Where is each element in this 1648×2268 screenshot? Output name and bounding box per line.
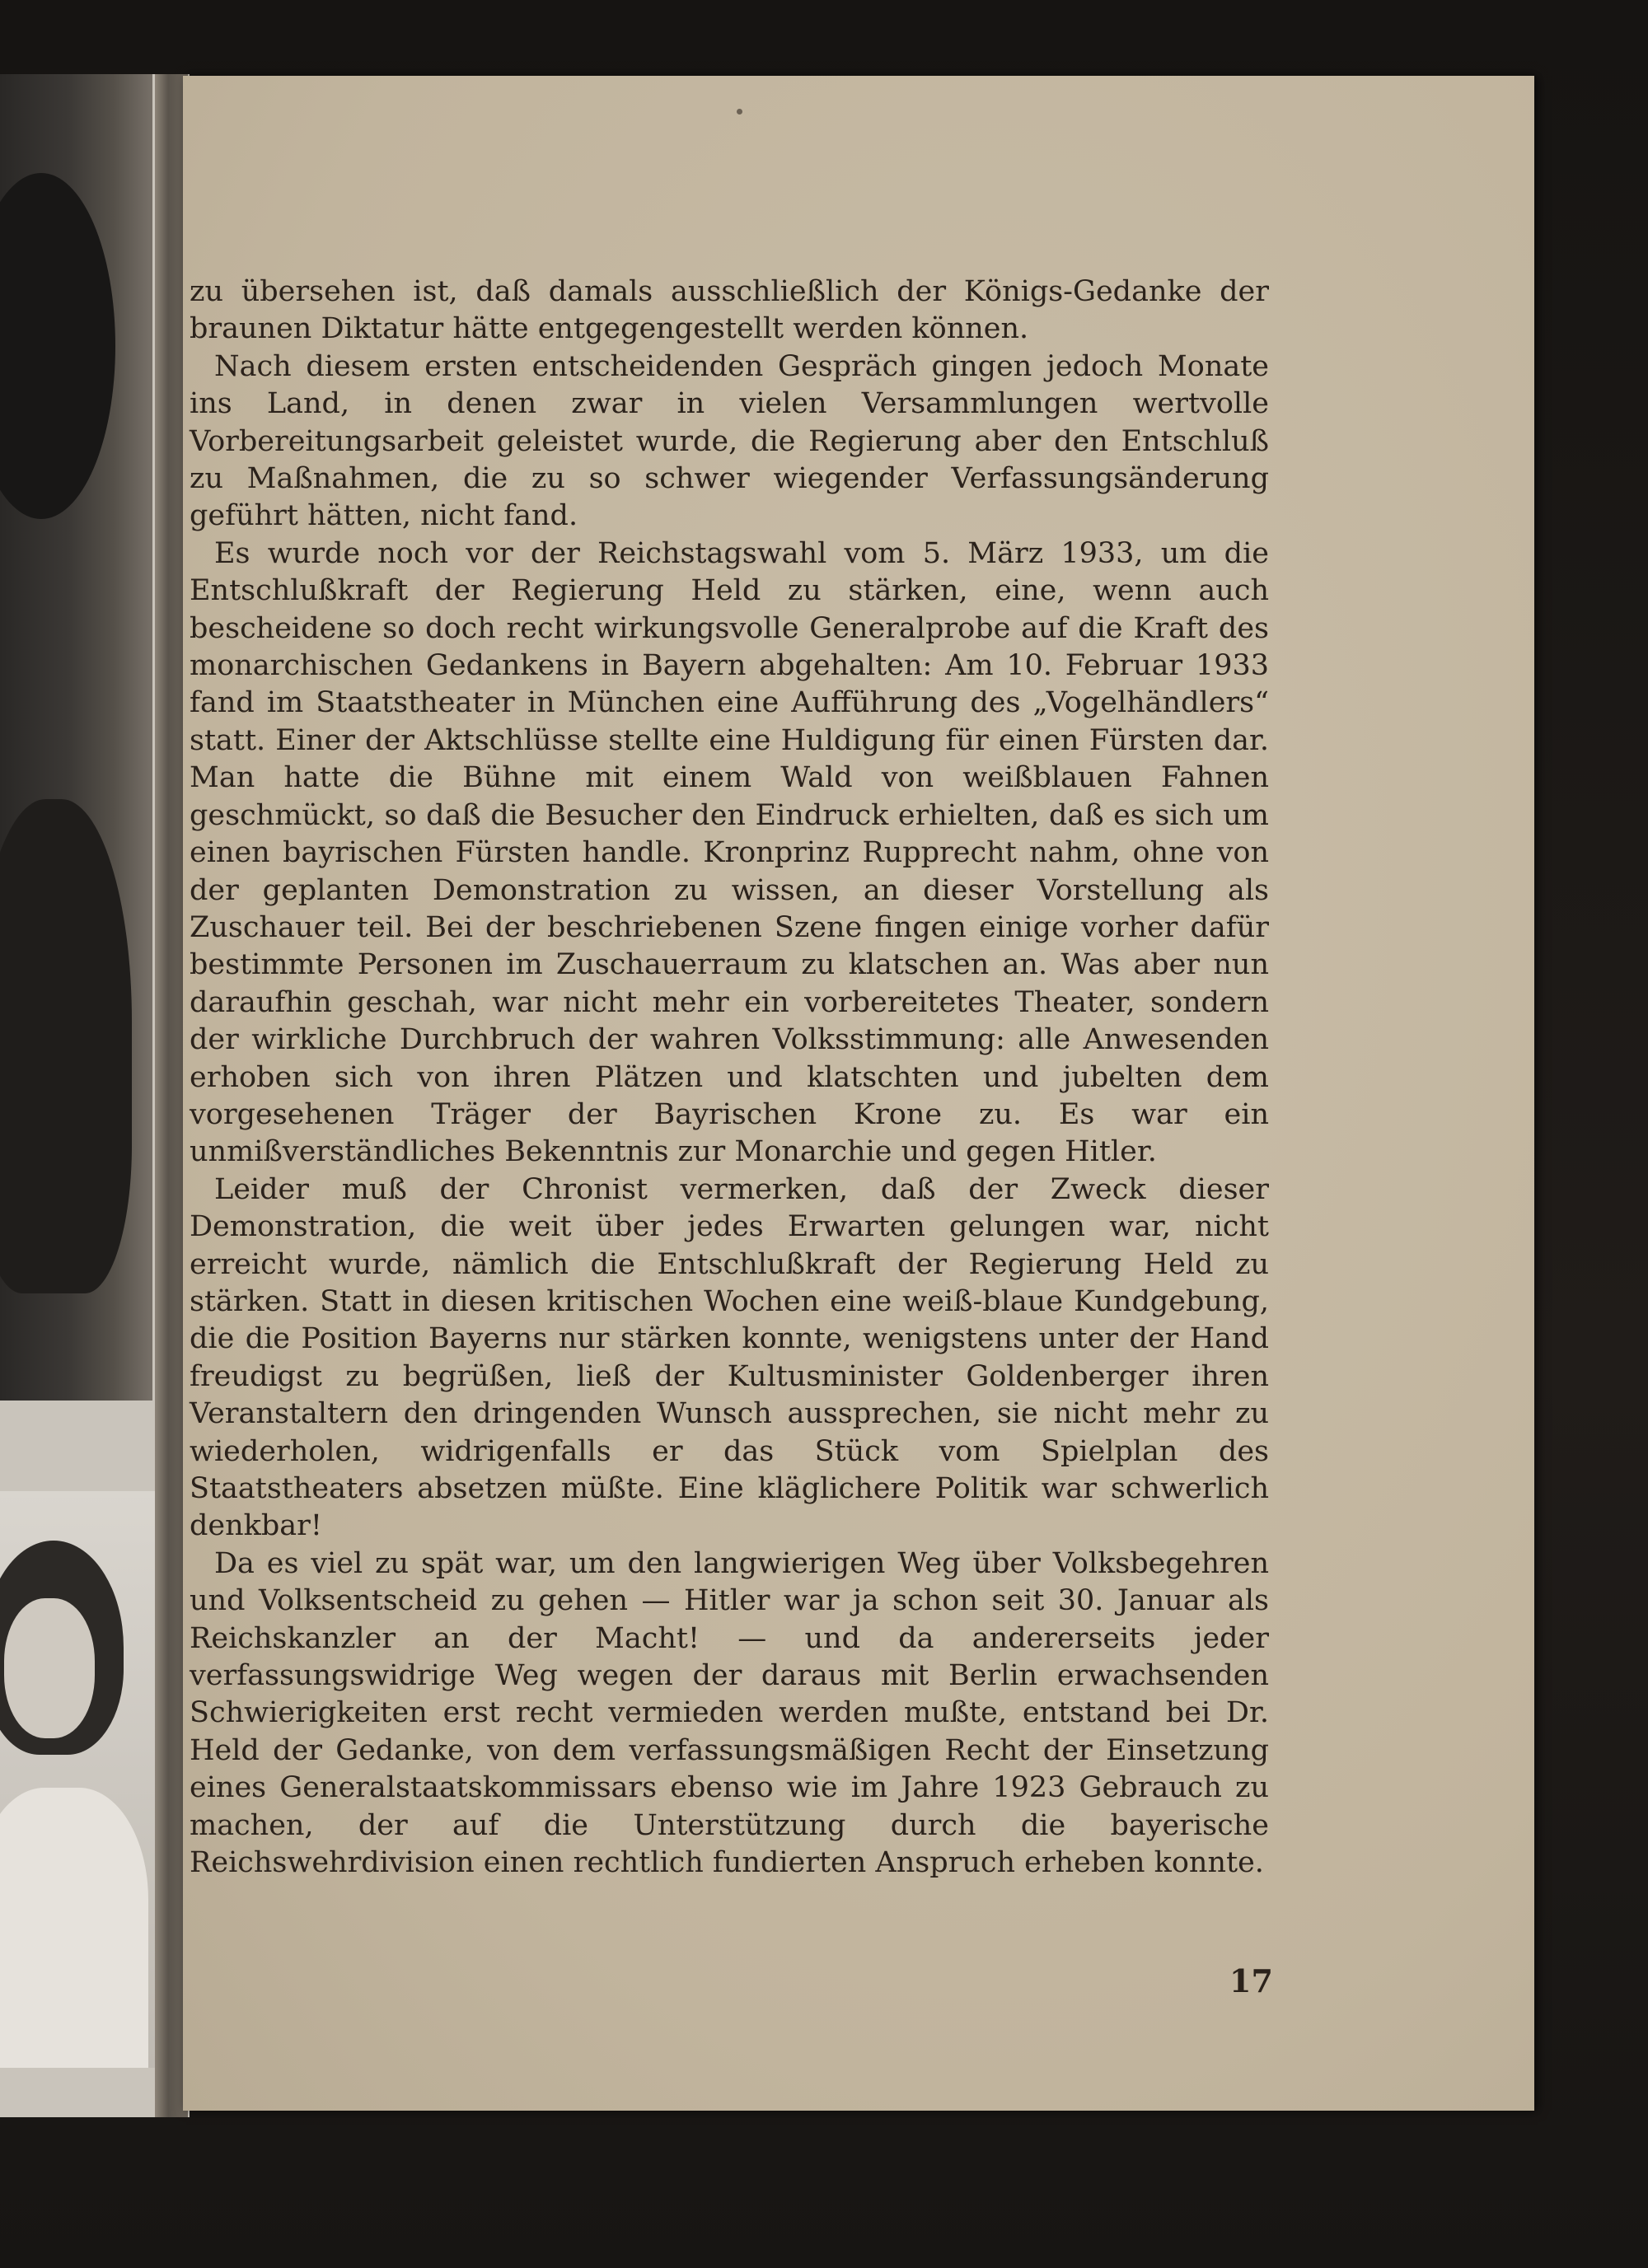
book-page <box>183 76 1534 2111</box>
facing-photo-top <box>0 74 152 1401</box>
paper-speck <box>737 109 742 115</box>
paragraph-5: Da es viel zu spät war, um den langwierigen Weg über Volksbegehren und Volksentscheid zu gehen — Hitler war ja schon seit 30. Januar als Reichskanzler an der Macht! — und da andererseits jeder verfassungswidrige Weg wegen der daraus mit Berlin erwachsenden Schwierigkeiten erst recht vermieden werden mußte, entstand bei Dr. Held der Gedanke, von dem verfassungsmäßigen Recht der Einsetzung eines Generalstaatskommissars ebenso wie im Jahre 1923 Gebrauch zu machen, der auf die Unterstützung durch die bayerische Reichswehrdivision einen rechtlich fundierten Anspruch erheben konnte. <box>190 1546 1269 1880</box>
portrait-face <box>4 1598 95 1738</box>
paragraph-4: Leider muß der Chronist vermerken, daß der Zweck dieser Demonstration, die weit über jedes Erwarten gelungen war, nicht erreicht wurde, nämlich die Entschlußkraft der Regierung Held zu stärken. Statt in diesen kritischen Wochen eine weiß-blaue Kundgebung, die die Position Bayerns nur stärken konnte, wenigstens unter der Hand freudigst zu begrüßen, ließ der Kultusminister Goldenberger ihren Veranstaltern den dringenden Wunsch aussprechen, sie nicht mehr zu wiederholen, widrigenfalls er das Stück vom Spielplan des Staatstheaters absetzen müßte. Eine kläglichere Politik war schwerlich denkbar! <box>190 1172 1269 1543</box>
paragraph-1: zu übersehen ist, daß damals ausschließlich der Königs-Gedanke der braunen Diktatur hätte entgegengestellt werden können. <box>190 275 1269 346</box>
page-number: 17 <box>1229 1962 1273 1999</box>
photo-figure-shape <box>0 799 132 1293</box>
page-body-text <box>190 274 1269 1882</box>
photo-shadow-shape <box>0 173 115 519</box>
paragraph-3: Es wurde noch vor der Reichstagswahl vom 5. März 1933, um die Entschlußkraft der Regierung Held zu stärken, eine, wenn auch bescheidene so doch recht wirkungsvolle Generalprobe auf die Kraft des monarchischen Gedankens in Bayern abgehalten: Am 10. Februar 1933 fand im Staatstheater in München eine Aufführung des „Vogelhändlers“ statt. Einer der Aktschlüsse stellte eine Huldigung für einen Fürsten dar. Man hatte die Bühne mit einem Wald von weißblauen Fahnen geschmückt, so daß die Besucher den Eindruck erhielten, daß es sich um einen bayrischen Fürsten handle. Kronprinz Rupprecht nahm, ohne von der geplanten Demonstration zu wissen, an dieser Vorstellung als Zuschauer teil. Bei der beschriebenen Szene fingen einige vorher dafür bestimmte Personen im Zuschauerraum zu klatschen an. Was aber nun daraufhin geschah, war nicht mehr ein vorbereitetes Theater, sondern der wirkliche Durchbruch der wahren Volksstimmung: alle Anwesenden erhoben sich von ihren Plätzen und klatschten und jubelten dem vorgesehenen Träger der Bayrischen Krone zu. Es war ein unmißverständliches Bekenntnis zur Monarchie und gegen Hitler. <box>190 536 1269 1169</box>
facing-photo-bottom <box>0 1491 157 2068</box>
paragraph-2: Nach diesem ersten entscheidenden Gespräch gingen jedoch Monate ins Land, in denen zwar in vielen Versammlungen wertvolle Vorbereitungsarbeit geleistet wurde, die Regierung aber den Entschluß zu Maßnahmen, die zu so schwer wiegender Verfassungsänderung geführt hätten, nicht fand. <box>190 349 1269 533</box>
portrait-shoulder <box>0 1788 148 2068</box>
